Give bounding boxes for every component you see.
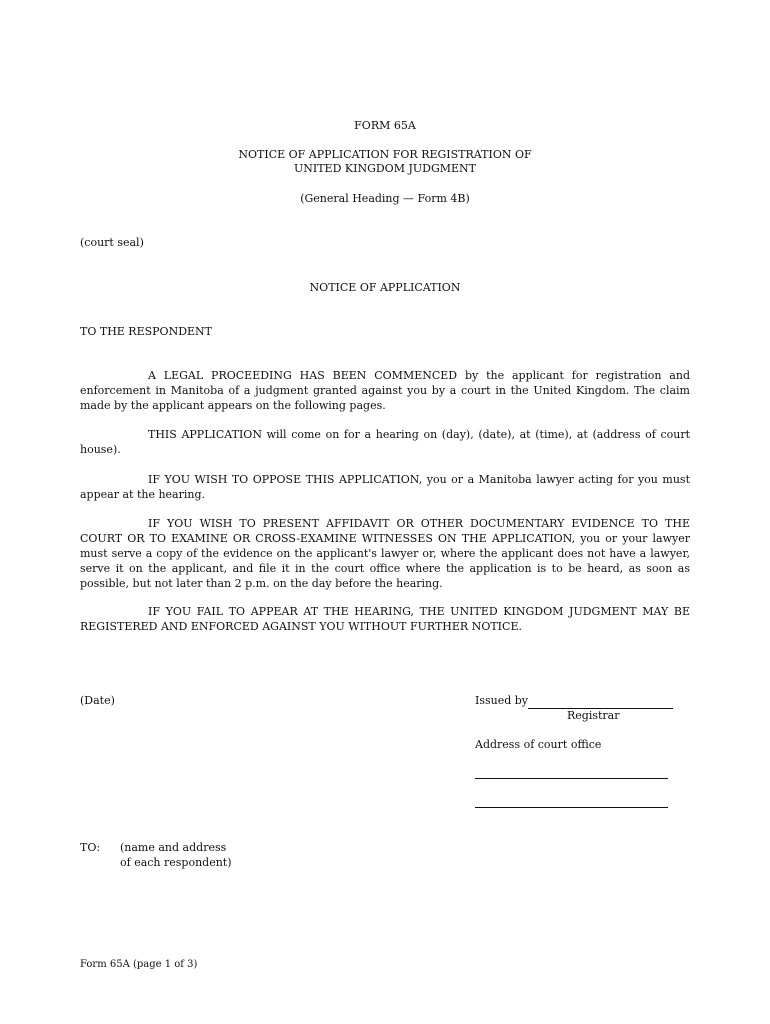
address-line-2 <box>475 807 668 808</box>
paragraph-oppose <box>80 472 690 502</box>
to-line-2: of each respondent) <box>120 856 232 869</box>
paragraph-text: IF YOU WISH TO PRESENT AFFIDAVIT OR OTHER DOCUMENTARY EVIDENCE TO THE COURT OR TO EXAMINE OR CROSS-EXAMINE WITNESSES ON THE APPLICATION, you or your lawyer must serve a copy of the evidence on the applicant's lawyer or, where the applicant does not have a lawyer, serve it on the applicant, and file it in the court office where the application is to be heard, as soon as possible, but not later than 2 p.m. on the day before the hearing. <box>80 517 690 590</box>
form-title-line2: UNITED KINGDOM JUDGMENT <box>293 162 477 175</box>
paragraph-evidence <box>80 516 690 591</box>
paragraph-hearing <box>80 427 690 457</box>
issued-by <box>475 693 673 709</box>
address-line-1 <box>475 778 668 779</box>
court-seal: (court seal) <box>80 236 144 249</box>
paragraph-fail-to-appear <box>80 604 690 634</box>
registrar-label: Registrar <box>567 709 620 722</box>
paragraph-text: IF YOU FAIL TO APPEAR AT THE HEARING, THE UNITED KINGDOM JUDGMENT MAY BE REGISTERED AND ENFORCED AGAINST YOU WITHOUT FURTHER NOTICE. <box>80 605 690 633</box>
to-respondent-heading: TO THE RESPONDENT <box>80 325 213 338</box>
date-label: (Date) <box>80 694 115 707</box>
page-footer: Form 65A (page 1 of 3) <box>80 959 198 970</box>
paragraph-commenced <box>80 368 690 413</box>
form-title-line1: NOTICE OF APPLICATION FOR REGISTRATION OF <box>238 148 532 161</box>
general-heading: (General Heading — Form 4B) <box>300 192 470 205</box>
paragraph-text: A LEGAL PROCEEDING HAS BEEN COMMENCED by the applicant for registration and enforcement in Manitoba of a judgment granted against you by a court in the United Kingdom. The claim made by the applicant appears on the following pages. <box>80 369 690 412</box>
issued-by-signature-line <box>528 693 673 709</box>
address-label: Address of court office <box>475 738 602 751</box>
to-label: TO: <box>80 841 101 854</box>
paragraph-text: THIS APPLICATION will come on for a hearing on (day), (date), at (time), at (address of court house). <box>80 428 690 456</box>
paragraph-text: IF YOU WISH TO OPPOSE THIS APPLICATION, you or a Manitoba lawyer acting for you must appear at the hearing. <box>80 473 690 501</box>
to-line-1: (name and address <box>120 841 227 854</box>
issued-by-label: Issued by <box>475 694 529 707</box>
form-number: FORM 65A <box>354 119 416 132</box>
section-title: NOTICE OF APPLICATION <box>309 281 461 294</box>
